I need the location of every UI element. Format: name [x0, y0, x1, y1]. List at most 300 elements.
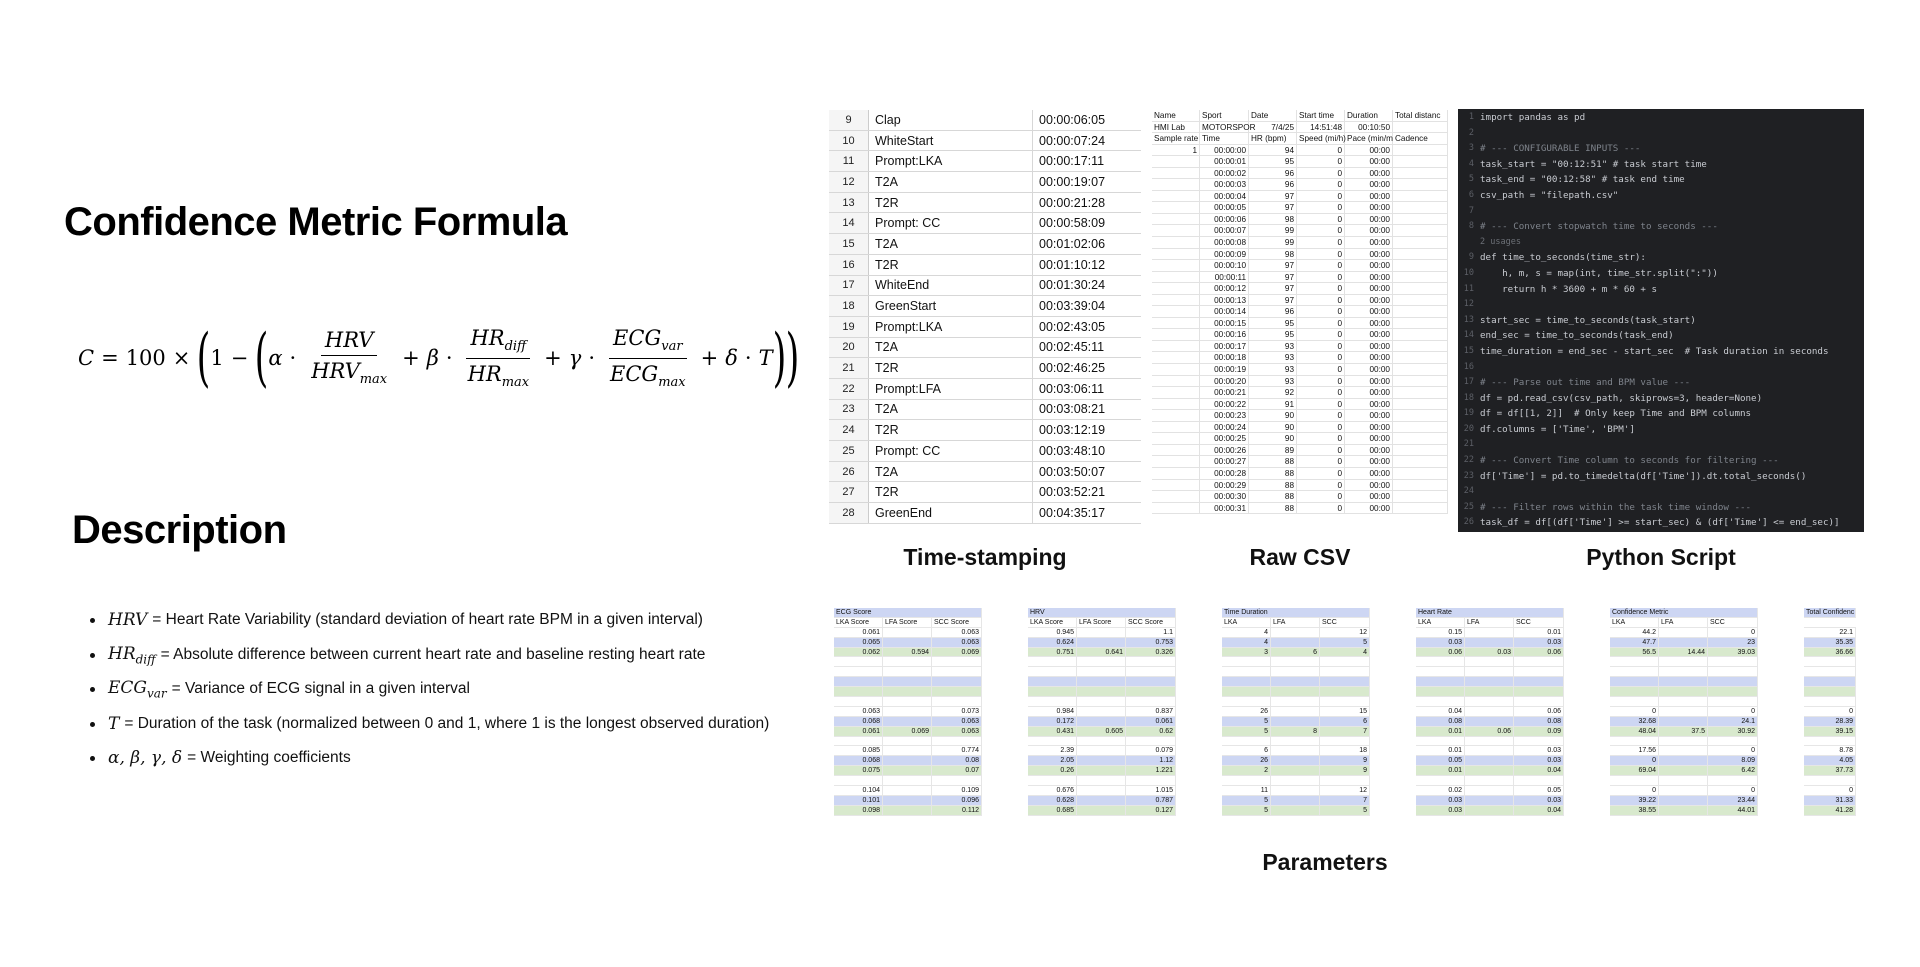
parameter-cell — [1077, 806, 1126, 816]
parameter-cell: 6.42 — [1708, 766, 1758, 776]
parameter-cell: 0.09 — [1514, 727, 1564, 737]
parameter-row — [1610, 677, 1758, 687]
csv-cell: 94 — [1249, 145, 1297, 157]
parameter-row — [1028, 746, 1176, 756]
total-confidence-row — [1804, 697, 1856, 707]
timestamp-row-number: 16 — [829, 255, 869, 275]
parameter-column-header: LFA Score — [883, 618, 932, 628]
code-line — [1458, 235, 1864, 251]
timestamp-row — [829, 482, 1141, 503]
code-text: # --- Filter rows within the task time window --- — [1480, 501, 1752, 513]
parameter-cell — [932, 687, 982, 696]
csv-cell — [1152, 179, 1200, 191]
csv-cell: 00:00:03 — [1200, 179, 1249, 191]
parameter-cell: 0.172 — [1028, 717, 1077, 727]
csv-cell: 0 — [1297, 468, 1345, 480]
parameter-cell — [1659, 806, 1708, 816]
csv-cell — [1152, 445, 1200, 457]
parameter-cell: 0.101 — [834, 796, 883, 806]
csv-cell: 00:00 — [1345, 225, 1393, 237]
parameter-cell — [932, 776, 982, 785]
code-line — [1458, 437, 1864, 453]
csv-cell: 00:00 — [1345, 156, 1393, 168]
parameter-cell: 2.39 — [1028, 746, 1077, 756]
line-number: 10 — [1463, 267, 1474, 278]
timestamp-time: 00:03:06:11 — [1039, 381, 1105, 396]
raw-csv-grid — [1152, 110, 1448, 514]
parameter-cell: 0.08 — [1514, 717, 1564, 727]
csv-cell — [1393, 329, 1448, 341]
parameter-cell: 0.06 — [1514, 707, 1564, 717]
timestamp-row — [829, 172, 1141, 193]
parameter-column-header: LKA Score — [1028, 618, 1077, 628]
total-confidence-cell: 41.28 — [1804, 806, 1856, 816]
csv-cell — [1393, 503, 1448, 515]
csv-cell: 97 — [1249, 272, 1297, 284]
code-line — [1458, 250, 1864, 266]
parameter-cell — [1708, 737, 1758, 746]
parameter-cell — [1659, 796, 1708, 806]
parameter-cell: 0.605 — [1077, 727, 1126, 737]
parameter-cell — [1126, 776, 1176, 785]
parameter-cell: 0.02 — [1416, 786, 1465, 796]
frac-ecg — [606, 326, 690, 389]
parameter-cell — [1271, 806, 1320, 816]
timestamp-row-number: 28 — [829, 503, 869, 523]
parameter-cell: 0.04 — [1514, 806, 1564, 816]
parameter-cell: 2 — [1222, 766, 1271, 776]
parameter-block-title-text: Confidence Metric — [1610, 608, 1758, 618]
formula-coefficient: 100 — [125, 346, 166, 370]
csv-cell: 0 — [1297, 179, 1345, 191]
description-symbol-sub: diff — [135, 651, 156, 666]
csv-cell: 00:00 — [1345, 272, 1393, 284]
timestamp-row — [829, 420, 1141, 441]
parameter-cell — [1659, 766, 1708, 776]
parameter-row — [834, 657, 982, 667]
timestamp-event: T2R — [869, 358, 1033, 378]
total-confidence-cell — [1804, 687, 1856, 696]
formula-equals: = — [101, 346, 119, 370]
timestamp-row-number: 13 — [829, 193, 869, 213]
parameter-cell — [1416, 697, 1465, 706]
description-text: = Duration of the task (normalized between 0 and 1, where 1 is the longest observed duration) — [124, 714, 770, 732]
parameter-row — [1416, 697, 1564, 707]
csv-cell — [1152, 399, 1200, 411]
csv-cell: 00:00:17 — [1200, 341, 1249, 353]
code-line — [1458, 266, 1864, 282]
code-line — [1458, 515, 1864, 531]
timestamp-row — [829, 213, 1141, 234]
parameter-row — [1416, 806, 1564, 816]
csv-cell: 00:00 — [1345, 329, 1393, 341]
parameter-row — [1416, 766, 1564, 776]
parameter-row — [1416, 717, 1564, 727]
parameter-cell: 48.04 — [1610, 727, 1659, 737]
parameter-cell: 39.03 — [1708, 648, 1758, 658]
parameter-cell: 0.03 — [1514, 746, 1564, 756]
parameter-column-header: SCC — [1708, 618, 1758, 628]
csv-cell: 0 — [1297, 364, 1345, 376]
parameter-row — [1222, 638, 1370, 648]
timestamp-time: 00:01:10:12 — [1039, 257, 1106, 272]
csv-cell: 0 — [1297, 410, 1345, 422]
csv-cell — [1152, 491, 1200, 503]
parameter-cell — [1320, 657, 1370, 666]
parameter-cell — [932, 737, 982, 746]
csv-cell — [1152, 352, 1200, 364]
csv-cell: 00:00 — [1345, 214, 1393, 226]
parameter-row — [1416, 628, 1564, 638]
csv-cell: 00:00 — [1345, 341, 1393, 353]
line-number: 14 — [1463, 330, 1474, 341]
parameter-cell — [1610, 687, 1659, 696]
timestamp-time: 00:00:21:28 — [1039, 195, 1106, 210]
parameter-cell: 1.12 — [1126, 756, 1176, 766]
total-confidence-row — [1804, 717, 1856, 727]
total-confidence-cell: 36.66 — [1804, 648, 1856, 658]
parameter-block-title-text: Time Duration — [1222, 608, 1370, 618]
csv-cell — [1393, 272, 1448, 284]
parameter-cell — [883, 756, 932, 766]
timestamp-row-number: 12 — [829, 172, 869, 192]
parameter-cell — [1077, 766, 1126, 776]
parameter-cell — [1222, 687, 1271, 696]
csv-cell: 00:00 — [1345, 410, 1393, 422]
csv-cell — [1152, 283, 1200, 295]
total-confidence-row — [1804, 766, 1856, 776]
timestamp-time: 00:04:35:17 — [1039, 505, 1106, 520]
formula-dot: · — [744, 346, 752, 370]
parameter-cell: 0.01 — [1416, 727, 1465, 737]
parameter-cell: 38.55 — [1610, 806, 1659, 816]
csv-cell: 0 — [1297, 168, 1345, 180]
parameter-block-title — [834, 608, 982, 618]
parameter-cell — [1659, 638, 1708, 648]
frac-ecg-den-sub: max — [658, 374, 686, 390]
parameter-cell: 0.063 — [932, 628, 982, 638]
parameter-cell: 0.075 — [834, 766, 883, 776]
csv-header-cell: Total distanc — [1393, 110, 1448, 122]
csv-cell: 00:00:20 — [1200, 376, 1249, 388]
parameter-cell — [1028, 737, 1077, 746]
csv-cell — [1152, 168, 1200, 180]
parameter-cell: 0.05 — [1416, 756, 1465, 766]
csv-cell — [1393, 191, 1448, 203]
parameter-cell — [1222, 697, 1271, 706]
csv-cell — [1152, 329, 1200, 341]
csv-cell — [1393, 145, 1448, 157]
parameter-cell — [1610, 697, 1659, 706]
parameter-block-title — [1028, 608, 1176, 618]
frac-ecg-den — [606, 359, 690, 390]
line-number: 11 — [1463, 283, 1474, 294]
csv-header-cell: HR (bpm) — [1249, 133, 1297, 145]
formula-minus: − — [230, 346, 249, 370]
python-script-editor — [1458, 109, 1864, 532]
parameter-cell: 0.624 — [1028, 638, 1077, 648]
csv-cell — [1152, 318, 1200, 330]
timestamp-event: T2A — [869, 172, 1033, 192]
parameter-cell — [1077, 737, 1126, 746]
parameter-cell: 5 — [1222, 796, 1271, 806]
parameter-column-header: SCC Score — [932, 618, 982, 628]
code-line — [1458, 172, 1864, 188]
formula-paren-open-inner: ( — [254, 321, 269, 395]
parameter-cell — [883, 737, 932, 746]
frac-hrv-den — [307, 356, 391, 387]
parameter-column-headers — [1028, 618, 1176, 628]
timestamp-row-number: 17 — [829, 276, 869, 296]
code-line — [1458, 344, 1864, 360]
parameter-cell — [1659, 657, 1708, 666]
parameter-cell — [1659, 756, 1708, 766]
csv-header-cell: 00:10:50 — [1345, 122, 1393, 134]
parameter-cell: 44.01 — [1708, 806, 1758, 816]
parameter-cell: 0.751 — [1028, 648, 1077, 658]
csv-cell — [1152, 156, 1200, 168]
parameter-cell — [1465, 717, 1514, 727]
parameter-cell — [1610, 737, 1659, 746]
parameter-row — [834, 697, 982, 707]
line-number: 23 — [1463, 470, 1474, 481]
csv-header-cell: Start time — [1297, 110, 1345, 122]
parameter-cell — [1126, 737, 1176, 746]
parameter-cell — [1077, 717, 1126, 727]
parameter-row — [1416, 707, 1564, 717]
total-confidence-block — [1804, 608, 1856, 816]
code-text: task_end = "00:12:58" # task end time — [1480, 174, 1685, 186]
csv-cell: 00:00:19 — [1200, 364, 1249, 376]
csv-cell: 96 — [1249, 168, 1297, 180]
parameter-cell — [1271, 737, 1320, 746]
csv-cell — [1152, 295, 1200, 307]
parameter-row — [1610, 697, 1758, 707]
csv-cell: 00:00:09 — [1200, 249, 1249, 261]
csv-cell: 1 — [1152, 145, 1200, 157]
timestamp-row-number: 27 — [829, 482, 869, 502]
parameter-cell: 0.01 — [1514, 628, 1564, 638]
csv-cell: 97 — [1249, 260, 1297, 272]
parameter-cell — [1465, 687, 1514, 696]
parameter-cell — [1659, 717, 1708, 727]
csv-cell — [1393, 480, 1448, 492]
parameter-cell: 32.68 — [1610, 717, 1659, 727]
csv-cell: 0 — [1297, 306, 1345, 318]
csv-cell: 0 — [1297, 202, 1345, 214]
csv-cell: 95 — [1249, 156, 1297, 168]
parameter-row — [1610, 756, 1758, 766]
parameter-cell — [1271, 717, 1320, 727]
total-confidence-row — [1804, 667, 1856, 677]
parameter-cell: 0.06 — [1416, 648, 1465, 658]
parameter-row — [1416, 796, 1564, 806]
parameter-cell: 0.069 — [883, 727, 932, 737]
code-line — [1458, 188, 1864, 204]
parameter-cell: 0.01 — [1416, 766, 1465, 776]
parameter-cell: 0.063 — [932, 717, 982, 727]
csv-cell: 99 — [1249, 237, 1297, 249]
parameter-cell: 56.5 — [1610, 648, 1659, 658]
csv-cell: 00:00:28 — [1200, 468, 1249, 480]
parameter-cell — [1222, 737, 1271, 746]
parameter-cell: 0.063 — [932, 727, 982, 737]
line-number: 24 — [1463, 486, 1474, 497]
parameter-cell: 39.22 — [1610, 796, 1659, 806]
parameter-cell: 23.44 — [1708, 796, 1758, 806]
csv-cell: 00:00 — [1345, 468, 1393, 480]
parameter-cell: 0.07 — [932, 766, 982, 776]
line-number: 17 — [1463, 377, 1474, 388]
code-line — [1458, 297, 1864, 313]
frac-hr — [464, 326, 534, 389]
csv-cell — [1393, 237, 1448, 249]
parameter-cell: 0.06 — [1514, 648, 1564, 658]
parameter-column-headers — [1222, 618, 1370, 628]
parameter-row — [1028, 727, 1176, 737]
formula-beta: β — [426, 346, 439, 370]
timestamp-time: 00:00:17:11 — [1039, 154, 1105, 169]
parameter-cell — [1077, 667, 1126, 676]
parameter-cell: 0.15 — [1416, 628, 1465, 638]
csv-cell — [1393, 283, 1448, 295]
total-confidence-cell — [1804, 677, 1856, 686]
timestamp-row — [829, 441, 1141, 462]
csv-cell: 00:00:06 — [1200, 214, 1249, 226]
csv-cell: 97 — [1249, 295, 1297, 307]
parameter-cell — [1222, 776, 1271, 785]
parameter-row — [1610, 776, 1758, 786]
parameter-cell: 7 — [1320, 796, 1370, 806]
parameter-cell: 7 — [1320, 727, 1370, 737]
csv-cell: 00:00:05 — [1200, 202, 1249, 214]
parameter-row — [1222, 657, 1370, 667]
parameter-row — [1222, 648, 1370, 658]
parameter-cell: 0.03 — [1514, 796, 1564, 806]
timestamp-row — [829, 317, 1141, 338]
code-text: # --- CONFIGURABLE INPUTS --- — [1480, 143, 1641, 155]
csv-cell — [1393, 376, 1448, 388]
parameter-cell: 15 — [1320, 707, 1370, 717]
csv-cell — [1152, 433, 1200, 445]
parameter-row — [1222, 697, 1370, 707]
csv-header-cell: Name — [1152, 110, 1200, 122]
parameter-cell — [883, 717, 932, 727]
parameter-row — [1028, 717, 1176, 727]
total-confidence-cell — [1804, 667, 1856, 676]
parameter-row — [1028, 707, 1176, 717]
parameter-row — [834, 707, 982, 717]
parameter-cell: 5 — [1320, 806, 1370, 816]
formula-times: × — [172, 346, 191, 370]
line-number: 1 — [1468, 112, 1474, 122]
line-number: 7 — [1468, 205, 1474, 216]
parameter-cell — [883, 667, 932, 676]
csv-cell: 89 — [1249, 445, 1297, 457]
parameter-cell — [1028, 687, 1077, 696]
parameter-cell: 0.061 — [834, 727, 883, 737]
parameter-cell — [1465, 756, 1514, 766]
timestamp-event: T2R — [869, 420, 1033, 440]
parameter-cell — [1126, 657, 1176, 666]
timestamp-row-number: 25 — [829, 441, 869, 461]
code-line — [1458, 219, 1864, 235]
total-confidence-row — [1804, 638, 1856, 648]
parameter-cell — [1708, 677, 1758, 686]
timestamp-row — [829, 338, 1141, 359]
frac-hr-den — [464, 359, 534, 390]
parameter-cell: 6 — [1320, 717, 1370, 727]
parameter-cell: 0.01 — [1416, 746, 1465, 756]
parameter-row — [834, 677, 982, 687]
timestamp-event: WhiteEnd — [869, 276, 1033, 296]
csv-cell: 90 — [1249, 422, 1297, 434]
parameter-cell: 0.685 — [1028, 806, 1077, 816]
csv-cell — [1152, 503, 1200, 515]
timestamp-row — [829, 110, 1141, 131]
timestamp-event: Prompt: CC — [869, 213, 1033, 233]
parameter-cell — [1659, 677, 1708, 686]
parameter-row — [1416, 746, 1564, 756]
csv-cell — [1393, 168, 1448, 180]
parameter-cell: 0.04 — [1416, 707, 1465, 717]
csv-cell — [1393, 422, 1448, 434]
csv-cell: 00:00 — [1345, 283, 1393, 295]
parameter-cell: 44.2 — [1610, 628, 1659, 638]
parameter-cell — [1416, 657, 1465, 666]
total-confidence-cell — [1804, 737, 1856, 746]
parameter-cell — [1659, 697, 1708, 706]
code-line — [1458, 313, 1864, 329]
csv-cell — [1393, 399, 1448, 411]
parameter-cell — [1271, 687, 1320, 696]
parameter-row — [1416, 737, 1564, 747]
parameter-row — [1610, 707, 1758, 717]
timestamp-time: 00:03:48:10 — [1039, 443, 1106, 458]
csv-cell: 0 — [1297, 376, 1345, 388]
parameter-cell — [1659, 737, 1708, 746]
parameter-cell — [1077, 677, 1126, 686]
parameter-cell — [883, 707, 932, 717]
parameter-row — [1028, 776, 1176, 786]
parameter-cell — [1514, 687, 1564, 696]
parameter-row — [834, 648, 982, 658]
csv-cell: 0 — [1297, 318, 1345, 330]
timestamp-row — [829, 379, 1141, 400]
timestamp-row-number: 20 — [829, 338, 869, 358]
parameter-row — [834, 756, 982, 766]
csv-header-cell — [1393, 122, 1448, 134]
frac-hrv — [307, 328, 391, 387]
formula-dot: · — [445, 346, 453, 370]
timestamp-event: T2R — [869, 482, 1033, 502]
timestamp-event: Prompt:LFA — [869, 379, 1033, 399]
parameter-cell — [1416, 687, 1465, 696]
parameter-cell — [1465, 628, 1514, 638]
parameter-cell: 0 — [1708, 746, 1758, 756]
timestamp-row — [829, 503, 1141, 524]
parameter-cell — [1416, 677, 1465, 686]
parameter-block — [1416, 608, 1564, 816]
parameter-row — [834, 667, 982, 677]
parameter-row — [1222, 717, 1370, 727]
parameter-block — [834, 608, 982, 816]
csv-cell: 99 — [1249, 225, 1297, 237]
total-confidence-cell: 37.73 — [1804, 766, 1856, 776]
description-text: = Absolute difference between current heart rate and baseline resting heart rate — [160, 645, 706, 663]
parameter-cell: 6 — [1271, 648, 1320, 658]
parameter-cell — [1126, 677, 1176, 686]
